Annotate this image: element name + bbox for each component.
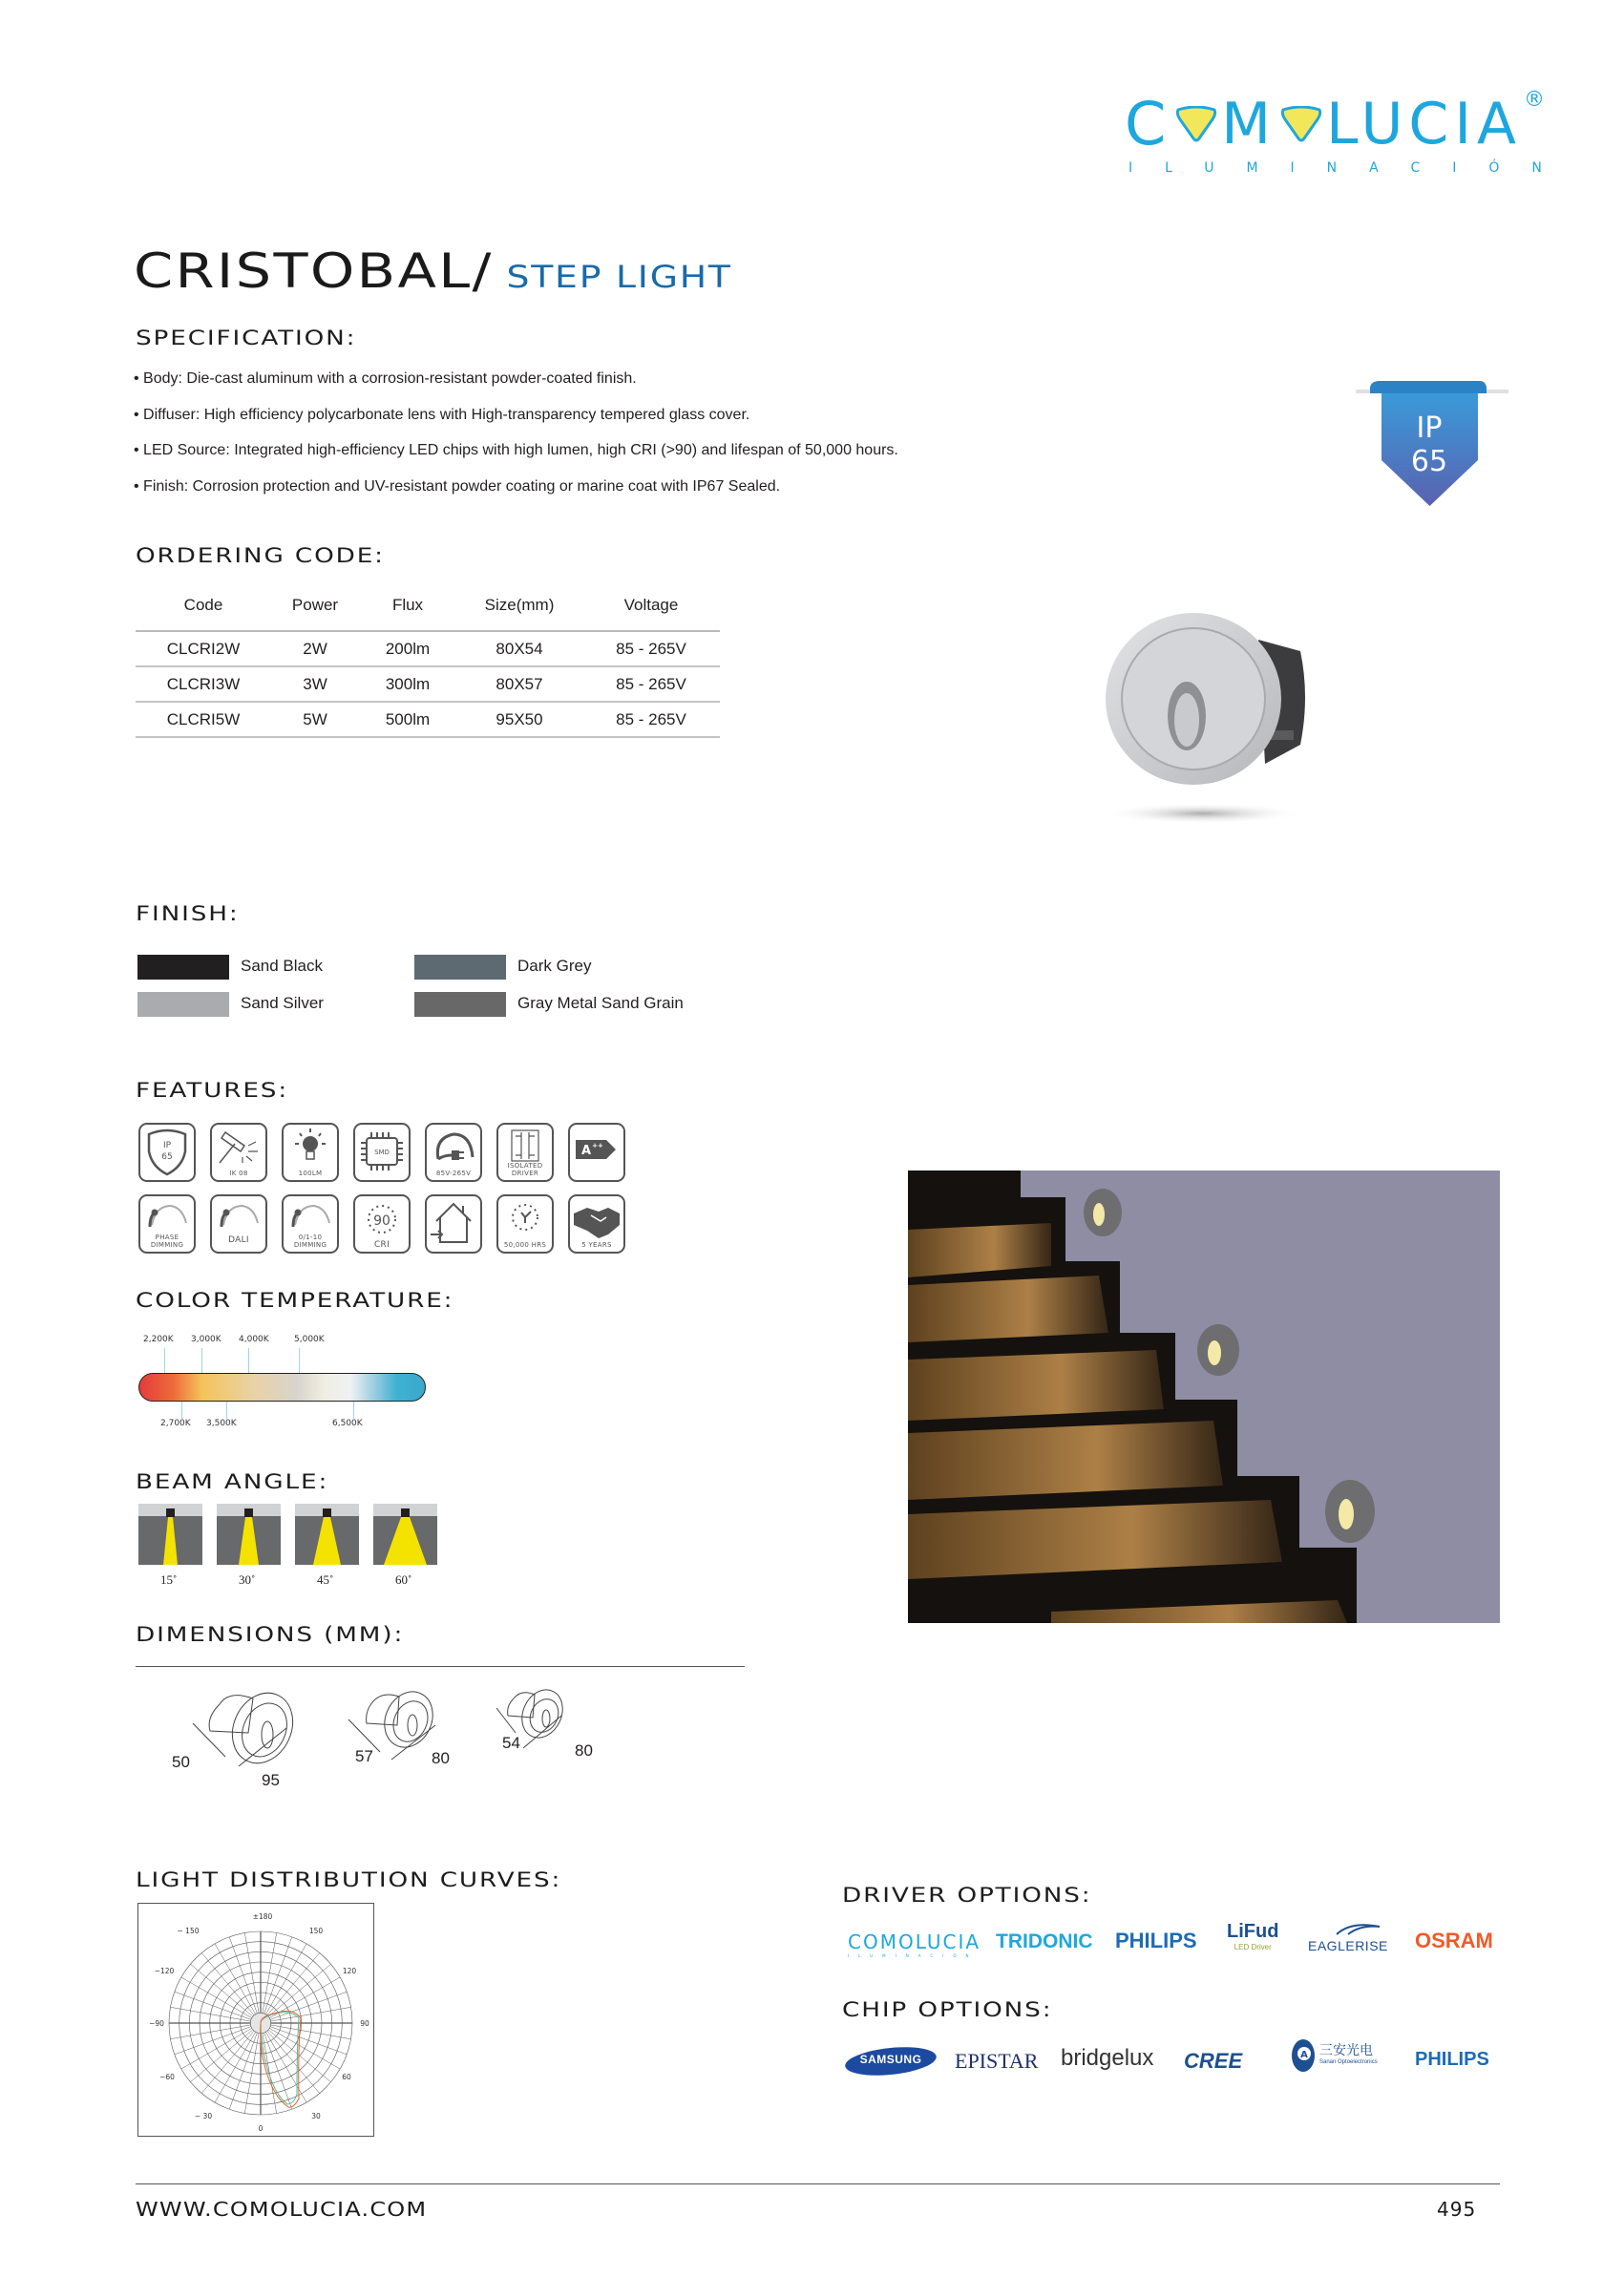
dimensions-divider	[136, 1666, 745, 1667]
table-cell: 300lm	[359, 666, 456, 702]
ip-badge-line2: 65	[1410, 445, 1448, 478]
step-light-photo-2	[1197, 1324, 1239, 1376]
feature-100lm	[282, 1123, 339, 1182]
table-cell: 2W	[271, 631, 359, 666]
beam-15-diagram	[138, 1504, 202, 1565]
dimension-diameter-label: 95	[262, 1771, 280, 1789]
ct-label-top: 3,000K	[191, 1335, 221, 1344]
table-header-row	[136, 580, 720, 631]
ct-label-bottom: 6,500K	[332, 1419, 363, 1428]
driver-logo-comolucia: COMOLUCIA ILUMINACIÓN	[848, 1930, 981, 1958]
finish-label: Sand Silver	[241, 994, 324, 1012]
footer-website-link[interactable]: WWW.COMOLUCIA.COM	[136, 2198, 428, 2221]
feature-label: PHASE DIMMING	[150, 1234, 184, 1249]
polar-spoke	[263, 2034, 277, 2114]
sanan-logo-icon	[1291, 2038, 1316, 2073]
ct-label-top: 2,200K	[143, 1335, 174, 1344]
spec-item: • Finish: Corrosion protection and UV-resistant powder coating or marine coat with IP67 Sealed.	[134, 477, 781, 495]
dimensions-heading: DIMENSIONS (MM):	[136, 1623, 405, 1646]
beam-45-diagram	[295, 1504, 359, 1565]
svg-text:A: A	[580, 1144, 592, 1158]
angle-label-150: 150	[308, 1927, 324, 1935]
chip-options-heading: CHIP OPTIONS:	[842, 1998, 1053, 2021]
angle-label-neg90: −90	[149, 2019, 164, 2028]
finish-swatch-gray-metal	[414, 992, 506, 1017]
feature-label: 85V-265V	[435, 1170, 472, 1177]
ct-tick	[299, 1348, 300, 1374]
polar-spoke	[201, 1953, 254, 2015]
polar-spoke	[265, 1944, 306, 2014]
feature-smd	[353, 1123, 411, 1182]
table-cell: 3W	[271, 666, 359, 702]
table-row	[136, 702, 720, 737]
column-header: Flux	[359, 580, 456, 631]
table-cell: 95X50	[456, 702, 582, 737]
finish-label: Dark Grey	[517, 957, 592, 975]
color-temperature-heading: COLOR TEMPERATURE:	[136, 1289, 454, 1312]
finish-heading: FINISH:	[136, 902, 240, 925]
driver-logo-philips: PHILIPS	[1115, 1929, 1197, 1952]
feature-label: DALI	[228, 1235, 249, 1245]
step-light-photo-3	[1325, 1480, 1375, 1543]
driver-options-heading: DRIVER OPTIONS:	[842, 1884, 1092, 1907]
feature-label: CRI	[373, 1240, 390, 1250]
svg-text:SMD: SMD	[374, 1149, 390, 1156]
eagle-wing-icon	[1308, 1921, 1403, 1936]
feature-label: IK 08	[229, 1170, 248, 1177]
product-name: CRISTOBAL/	[134, 243, 494, 299]
polar-spoke	[181, 2028, 252, 2069]
beam-angle-label: 15˚	[160, 1572, 178, 1587]
angle-label-30: 30	[311, 2112, 321, 2120]
feature-phase-dimming	[138, 1194, 196, 1254]
angle-label-neg120: −120	[154, 1967, 175, 1975]
finish-swatch-sand-silver	[137, 992, 229, 1017]
polar-spoke	[263, 1933, 277, 2014]
beam-angle-label: 45˚	[317, 1572, 334, 1587]
polar-spoke	[244, 1933, 259, 2014]
feature-label: ISOLATED DRIVER	[507, 1162, 543, 1177]
chip-logo-cree: CREE	[1184, 2049, 1243, 2073]
spec-item: • Body: Die-cast aluminum with a corrosion-resistant powder-coated finish.	[134, 370, 637, 387]
dimension-depth-label: 50	[172, 1753, 190, 1771]
table-row	[136, 666, 720, 702]
page-title	[134, 243, 732, 299]
ct-tick	[201, 1348, 202, 1374]
smd-chip-icon	[355, 1125, 409, 1180]
polar-spoke	[267, 2031, 320, 2093]
finish-swatch-dark-grey	[414, 955, 506, 980]
table-cell: CLCRI3W	[136, 666, 271, 702]
beam-30-diagram	[217, 1504, 281, 1565]
polar-spoke	[271, 2007, 351, 2021]
beam-angle-label: 30˚	[239, 1572, 256, 1587]
polar-spoke	[271, 2025, 351, 2039]
ct-tick	[226, 1402, 227, 1419]
dimension-depth-label: 57	[355, 1747, 373, 1765]
table-cell: 200lm	[359, 631, 456, 666]
feature-lifespan	[496, 1194, 554, 1254]
feature-label: 5 YEARS	[581, 1241, 612, 1249]
ip-badge-line1: IP	[1416, 411, 1443, 445]
product-image	[1098, 611, 1365, 840]
angle-label-90: 90	[360, 2019, 369, 2028]
svg-text:65: 65	[161, 1152, 173, 1162]
feature-isolated-driver	[496, 1123, 554, 1182]
angle-label-neg150: − 150	[177, 1927, 200, 1935]
spec-item: • Diffuser: High efficiency polycarbonate lens with High-transparency tempered glass cover.	[134, 406, 750, 423]
ct-label-bottom: 2,700K	[160, 1419, 191, 1428]
features-heading: FEATURES:	[136, 1079, 289, 1102]
feature-ik08	[210, 1123, 267, 1182]
dimension-drawings	[162, 1676, 659, 1800]
table-cell: 85 - 265V	[582, 666, 720, 702]
feature-energy-class	[568, 1123, 625, 1182]
angle-label-neg60: −60	[159, 2073, 175, 2081]
ct-label-top: 4,000K	[239, 1335, 269, 1344]
polar-spoke	[191, 2030, 253, 2082]
ip65-badge	[1356, 380, 1518, 509]
ct-label-top: 5,000K	[294, 1335, 325, 1344]
driver-logo-tridonic: TRIDONIC	[996, 1930, 1093, 1952]
specification-list	[134, 368, 1136, 511]
chip-logo-philips: PHILIPS	[1415, 2049, 1489, 2070]
feature-label: 50,000 HRS	[503, 1241, 547, 1249]
svg-text:++: ++	[592, 1142, 603, 1150]
chip-logo-samsung: SAMSUNG	[844, 2045, 938, 2078]
finish-swatch-sand-black	[137, 955, 229, 980]
svg-text:A: A	[1300, 2050, 1308, 2060]
table-cell: CLCRI2W	[136, 631, 271, 666]
company-logo	[1125, 88, 1574, 176]
spec-item: • LED Source: Integrated high-efficiency LED chips with high lumen, high CRI (>90) and lifespan of 50,000 hours.	[134, 442, 898, 458]
cri-value: 90	[373, 1213, 390, 1229]
logo-subtitle: ILUMINACIÓN	[1128, 160, 1574, 176]
beam-60-diagram	[373, 1504, 437, 1565]
ct-gradient-bar	[138, 1373, 426, 1402]
feature-cri	[353, 1194, 411, 1254]
feature-0-10-dimming	[282, 1194, 339, 1254]
column-header: Code	[136, 580, 271, 631]
finish-label: Sand Black	[241, 957, 323, 975]
feature-warranty	[568, 1194, 625, 1254]
polar-spoke	[267, 1953, 320, 2015]
column-header: Size(mm)	[456, 580, 582, 631]
dimension-diameter-label: 80	[432, 1749, 450, 1767]
polar-spoke	[171, 2007, 251, 2021]
light-distribution-polar-chart	[138, 1904, 373, 2136]
dimension-diameter-label: 80	[575, 1741, 593, 1760]
ordering-code-heading: ORDERING CODE:	[136, 544, 385, 567]
energy-class-icon	[570, 1125, 623, 1180]
angle-label-0: 0	[258, 2124, 264, 2133]
angle-label-120: 120	[342, 1967, 357, 1975]
table-cell: 500lm	[359, 702, 456, 737]
specification-heading: SPECIFICATION:	[136, 327, 357, 349]
column-header: Voltage	[582, 580, 720, 631]
angle-label-60: 60	[342, 2073, 351, 2081]
beam-angle-label: 60˚	[395, 1572, 412, 1587]
color-temperature-scale	[134, 1327, 439, 1432]
logo-triangle-icon	[1174, 106, 1218, 142]
polar-spoke	[201, 2031, 254, 2093]
ct-tick	[353, 1402, 354, 1419]
indoor-house-icon	[427, 1196, 480, 1252]
ct-tick	[164, 1348, 165, 1374]
footer-divider	[136, 2183, 1500, 2184]
polar-spoke	[171, 2025, 251, 2039]
angle-label-180: ±180	[252, 1912, 273, 1921]
dimension-depth-label: 54	[502, 1734, 520, 1752]
column-header: Power	[271, 580, 359, 631]
ct-tick	[248, 1348, 249, 1374]
polar-spoke	[191, 1964, 253, 2016]
table-cell: 5W	[271, 702, 359, 737]
polar-chart-frame	[137, 1903, 374, 2137]
driver-logo-lifud: LiFud LED Driver	[1227, 1921, 1279, 1951]
chip-logo-bridgelux: bridgelux	[1061, 2045, 1154, 2071]
finish-label: Gray Metal Sand Grain	[517, 994, 684, 1012]
ordering-table	[136, 580, 720, 738]
svg-text:IP: IP	[162, 1141, 172, 1150]
polar-spoke	[268, 1964, 330, 2016]
logo-triangle-icon	[1279, 106, 1323, 142]
table-cell: CLCRI5W	[136, 702, 271, 737]
logo-wordmark: C M LUCIA	[1125, 89, 1523, 158]
step-light-photo-1	[1084, 1189, 1122, 1236]
polar-spoke	[269, 2028, 340, 2069]
dimension-drawing-95	[193, 1683, 304, 1773]
product-category: STEP LIGHT	[493, 259, 732, 295]
driver-logo-osram: OSRAM	[1415, 1929, 1493, 1952]
application-photo	[908, 1171, 1500, 1623]
table-cell: 85 - 265V	[582, 631, 720, 666]
angle-label-neg30: − 30	[194, 2112, 213, 2120]
feature-indoor	[425, 1194, 482, 1254]
polar-spoke	[181, 1977, 252, 2018]
chip-logo-epistar: EPISTAR	[955, 2049, 1039, 2073]
feature-voltage	[425, 1123, 482, 1182]
polar-spoke	[244, 2034, 259, 2114]
light-distribution-heading: LIGHT DISTRIBUTION CURVES:	[136, 1868, 562, 1891]
driver-logo-eaglerise: EAGLERISE	[1308, 1921, 1403, 1953]
feature-label: 100LM	[298, 1170, 323, 1177]
ip65-shield-icon	[140, 1125, 194, 1180]
table-row	[136, 631, 720, 666]
feature-ip65	[138, 1123, 196, 1182]
page-number: 495	[1437, 2198, 1477, 2221]
table-cell: 85 - 265V	[582, 702, 720, 737]
table-cell: 80X57	[456, 666, 582, 702]
beam-angle-heading: BEAM ANGLE:	[136, 1470, 329, 1493]
ct-tick	[181, 1402, 182, 1419]
table-cell: 80X54	[456, 631, 582, 666]
feature-label: 0/1-10 DIMMING	[293, 1234, 327, 1249]
polar-spoke	[265, 2032, 306, 2102]
polar-spoke	[215, 1944, 256, 2014]
ct-label-bottom: 3,500K	[206, 1419, 237, 1428]
feature-dali	[210, 1194, 267, 1254]
registered-mark: ®	[1524, 88, 1545, 112]
polar-spoke	[215, 2032, 256, 2102]
